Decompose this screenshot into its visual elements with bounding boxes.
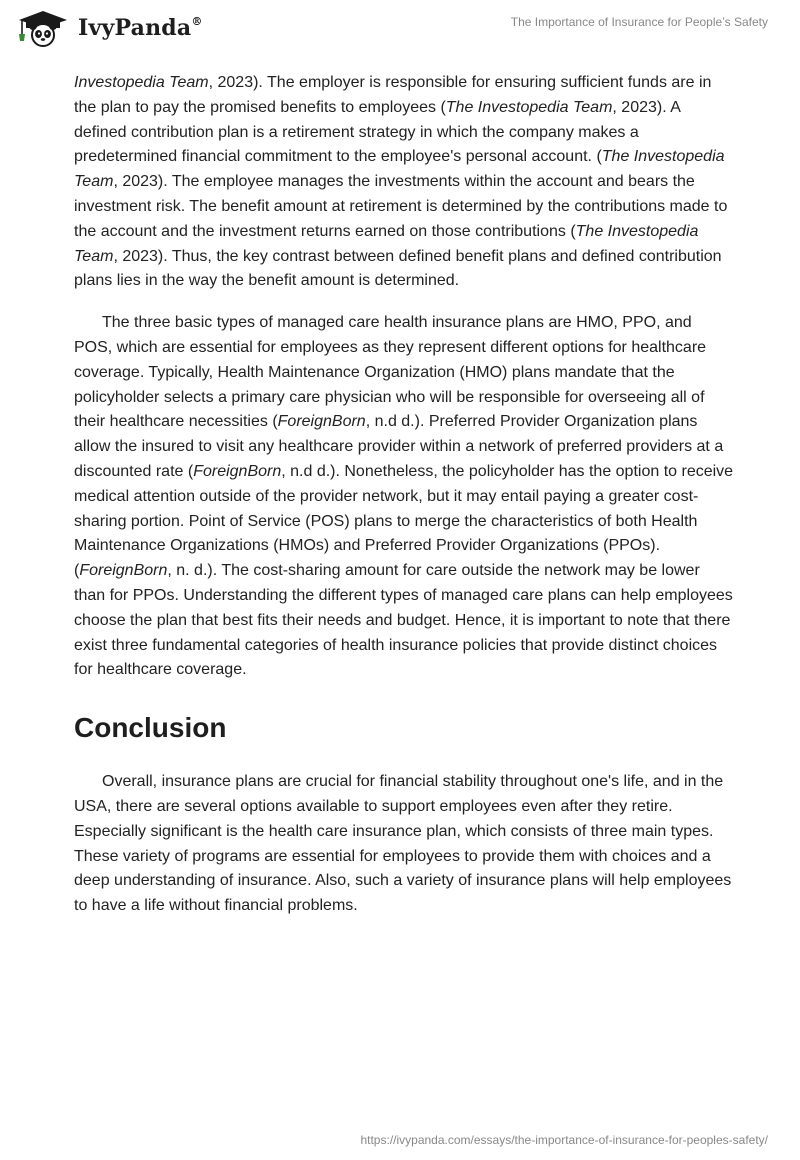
text-run: Overall, insurance plans are crucial for financial stability throughout one's life, and in the USA, there are several options available to support employees even after they retire. Especially significant is the health care insurance plan, which consists of three main types. These variety of programs are essential for employees to provide them with choices and a deep understanding of insurance. Also, such a variety of insurance plans will help employees to have a life without financial problems. [74,773,732,915]
citation-author: Investopedia Team [74,74,209,91]
running-title: The Importance of Insurance for People’s Safety [510,15,768,29]
text-run: , 2023). Thus, the key contrast between defined benefit plans and defined contribution plans lies in the way the benefit amount is determined. [74,247,722,290]
text-run: , 2023). The employee manages the investments within the account and bears the investment risk. The benefit amount at retirement is determined by the contributions made to the account and the investment returns earned on those contributions ( [74,173,728,240]
text-run: , 2023). A defined contribution plan is a retirement strategy in which the company makes a predetermined financial commitment to the employee's personal account. ( [74,98,681,166]
ivypanda-logo[interactable] [14,8,203,48]
paragraph-defined-plans [74,71,734,294]
paragraph-managed-care [74,311,734,683]
text-run: , n.d d.). Nonetheless, the policyholder has the option to receive medical attention outside of the provider network, but it may entail paying a greater cost-sharing portion. Point of Service (POS) plans to merge the characteristics of both Health Maintenance Organizations (HMOs) and Preferred Provider Organizations (PPOs). ( [74,462,734,580]
page-header [0,0,800,60]
paragraph-conclusion [74,770,734,919]
panda-graduate-icon [14,8,72,48]
brand-name: IvyPanda® [78,14,203,41]
source-url-link[interactable]: https://ivypanda.com/essays/the-importance-of-insurance-for-peoples-safety/ [360,1133,768,1147]
citation-author: ForeignBorn [193,462,282,480]
text-run: , n.d d.). Preferred Provider Organization plans allow the insured to visit any healthcare provider within a network of preferred providers at a discounted rate ( [74,413,724,480]
text-run: , 2023). The employer is responsible for ensuring sufficient funds are in the plan to pay the promised benefits to employees ( [74,74,712,116]
citation-author: The Investopedia Team [445,98,613,116]
citation-author: The Investopedia Team [74,222,699,265]
conclusion-heading: Conclusion [74,712,227,744]
text-run: , n. d.). The cost-sharing amount for care outside the network may be lower than for PPOs. Understanding the different types of managed care plans can help employees choose the plan that best fits their needs and budget. Hence, it is important to note that there exist three fundamental categories of health insurance policies that provide distinct choices for healthcare coverage. [74,562,733,679]
citation-author: ForeignBorn [79,562,168,580]
citation-author: The Investopedia Team [74,148,725,191]
citation-author: ForeignBorn [277,413,366,431]
text-run: The three basic types of managed care health insurance plans are HMO, PPO, and POS, which are essential for employees as they represent different options for healthcare coverage. Typically, Health Maintenance Organization (HMO) plans mandate that the policyholder selects a primary care physician who will be responsible for overseeing all of their healthcare necessities ( [74,314,707,431]
essay-body [74,71,734,919]
